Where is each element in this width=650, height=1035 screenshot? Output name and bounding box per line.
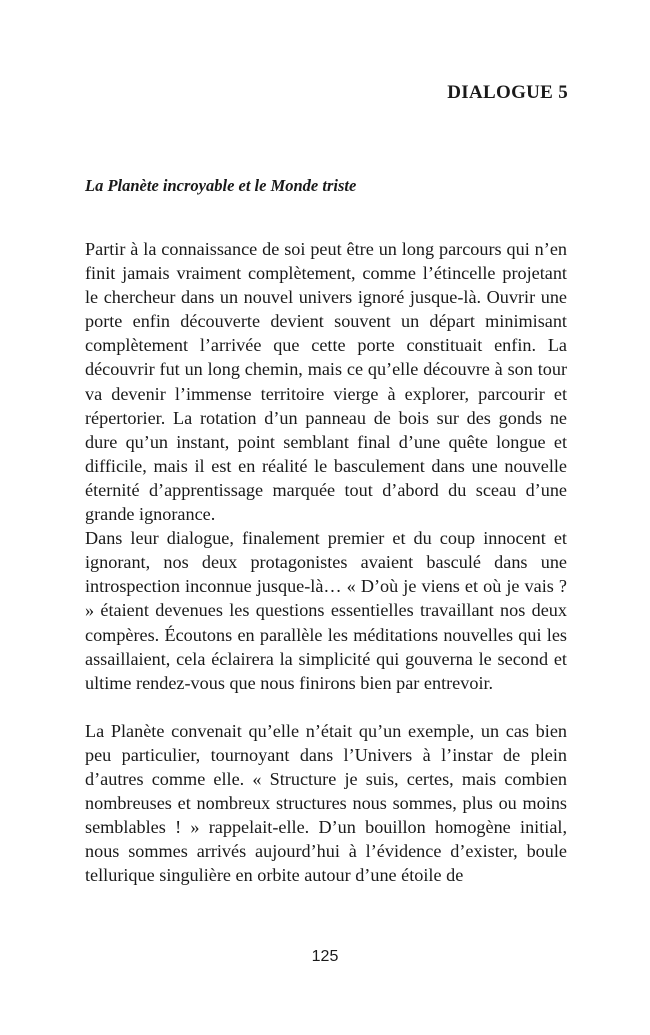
- paragraph: La Planète convenait qu’elle n’était qu’un exemple, un cas bien peu particulier, tournoyant dans l’Univers à l’instar de plein d’autres comme elle. « Structure je suis, certes, mais combien nombreuses et nombreux structures nous sommes, plus ou moins semblables ! » rappelait-elle. D’un bouillon homogène initial, nous sommes arrivés aujourd’hui à l’évidence d’exister, boule tellurique singulière en orbite autour d’une étoile de: [85, 720, 567, 886]
- body-text: [85, 237, 567, 887]
- page-number: 125: [311, 948, 339, 965]
- paragraph: Partir à la connaissance de soi peut être un long parcours qui n’en finit jamais vraiment complètement, comme l’étincelle projetant le chercheur dans un nouvel univers ignoré jusque-là. Ouvrir une porte enfin découverte devient souvent un départ minimisant complètement l’arrivée que cette porte constituait enfin. La découvrir fut un long chemin, mais ce qu’elle découvre à son tour va devenir l’immense territoire vierge à explorer, parcourir et répertorier. La rotation d’un panneau de bois sur des gonds ne dure qu’un instant, point semblant final d’une quête longue et difficile, mais il est en réalité le basculement dans une nouvelle éternité d’apprentissage marquée tout d’abord du sceau d’une grande ignorance.: [85, 239, 567, 525]
- chapter-title: DIALOGUE 5: [447, 82, 568, 103]
- chapter-subtitle: La Planète incroyable et le Monde triste: [85, 176, 357, 195]
- paragraph: Dans leur dialogue, finalement premier et du coup innocent et ignorant, nos deux protagonistes avaient basculé dans une introspection inconnue jusque-là… « D’où je viens et où je vais ? » étaient devenues les questions essentielles travaillant nos deux compères. Écoutons en parallèle les méditations nouvelles qui les assaillaient, cela éclairera la simplicité qui gouverna le second et ultime rendez-vous que nous finirons bien par entrevoir.: [85, 528, 567, 693]
